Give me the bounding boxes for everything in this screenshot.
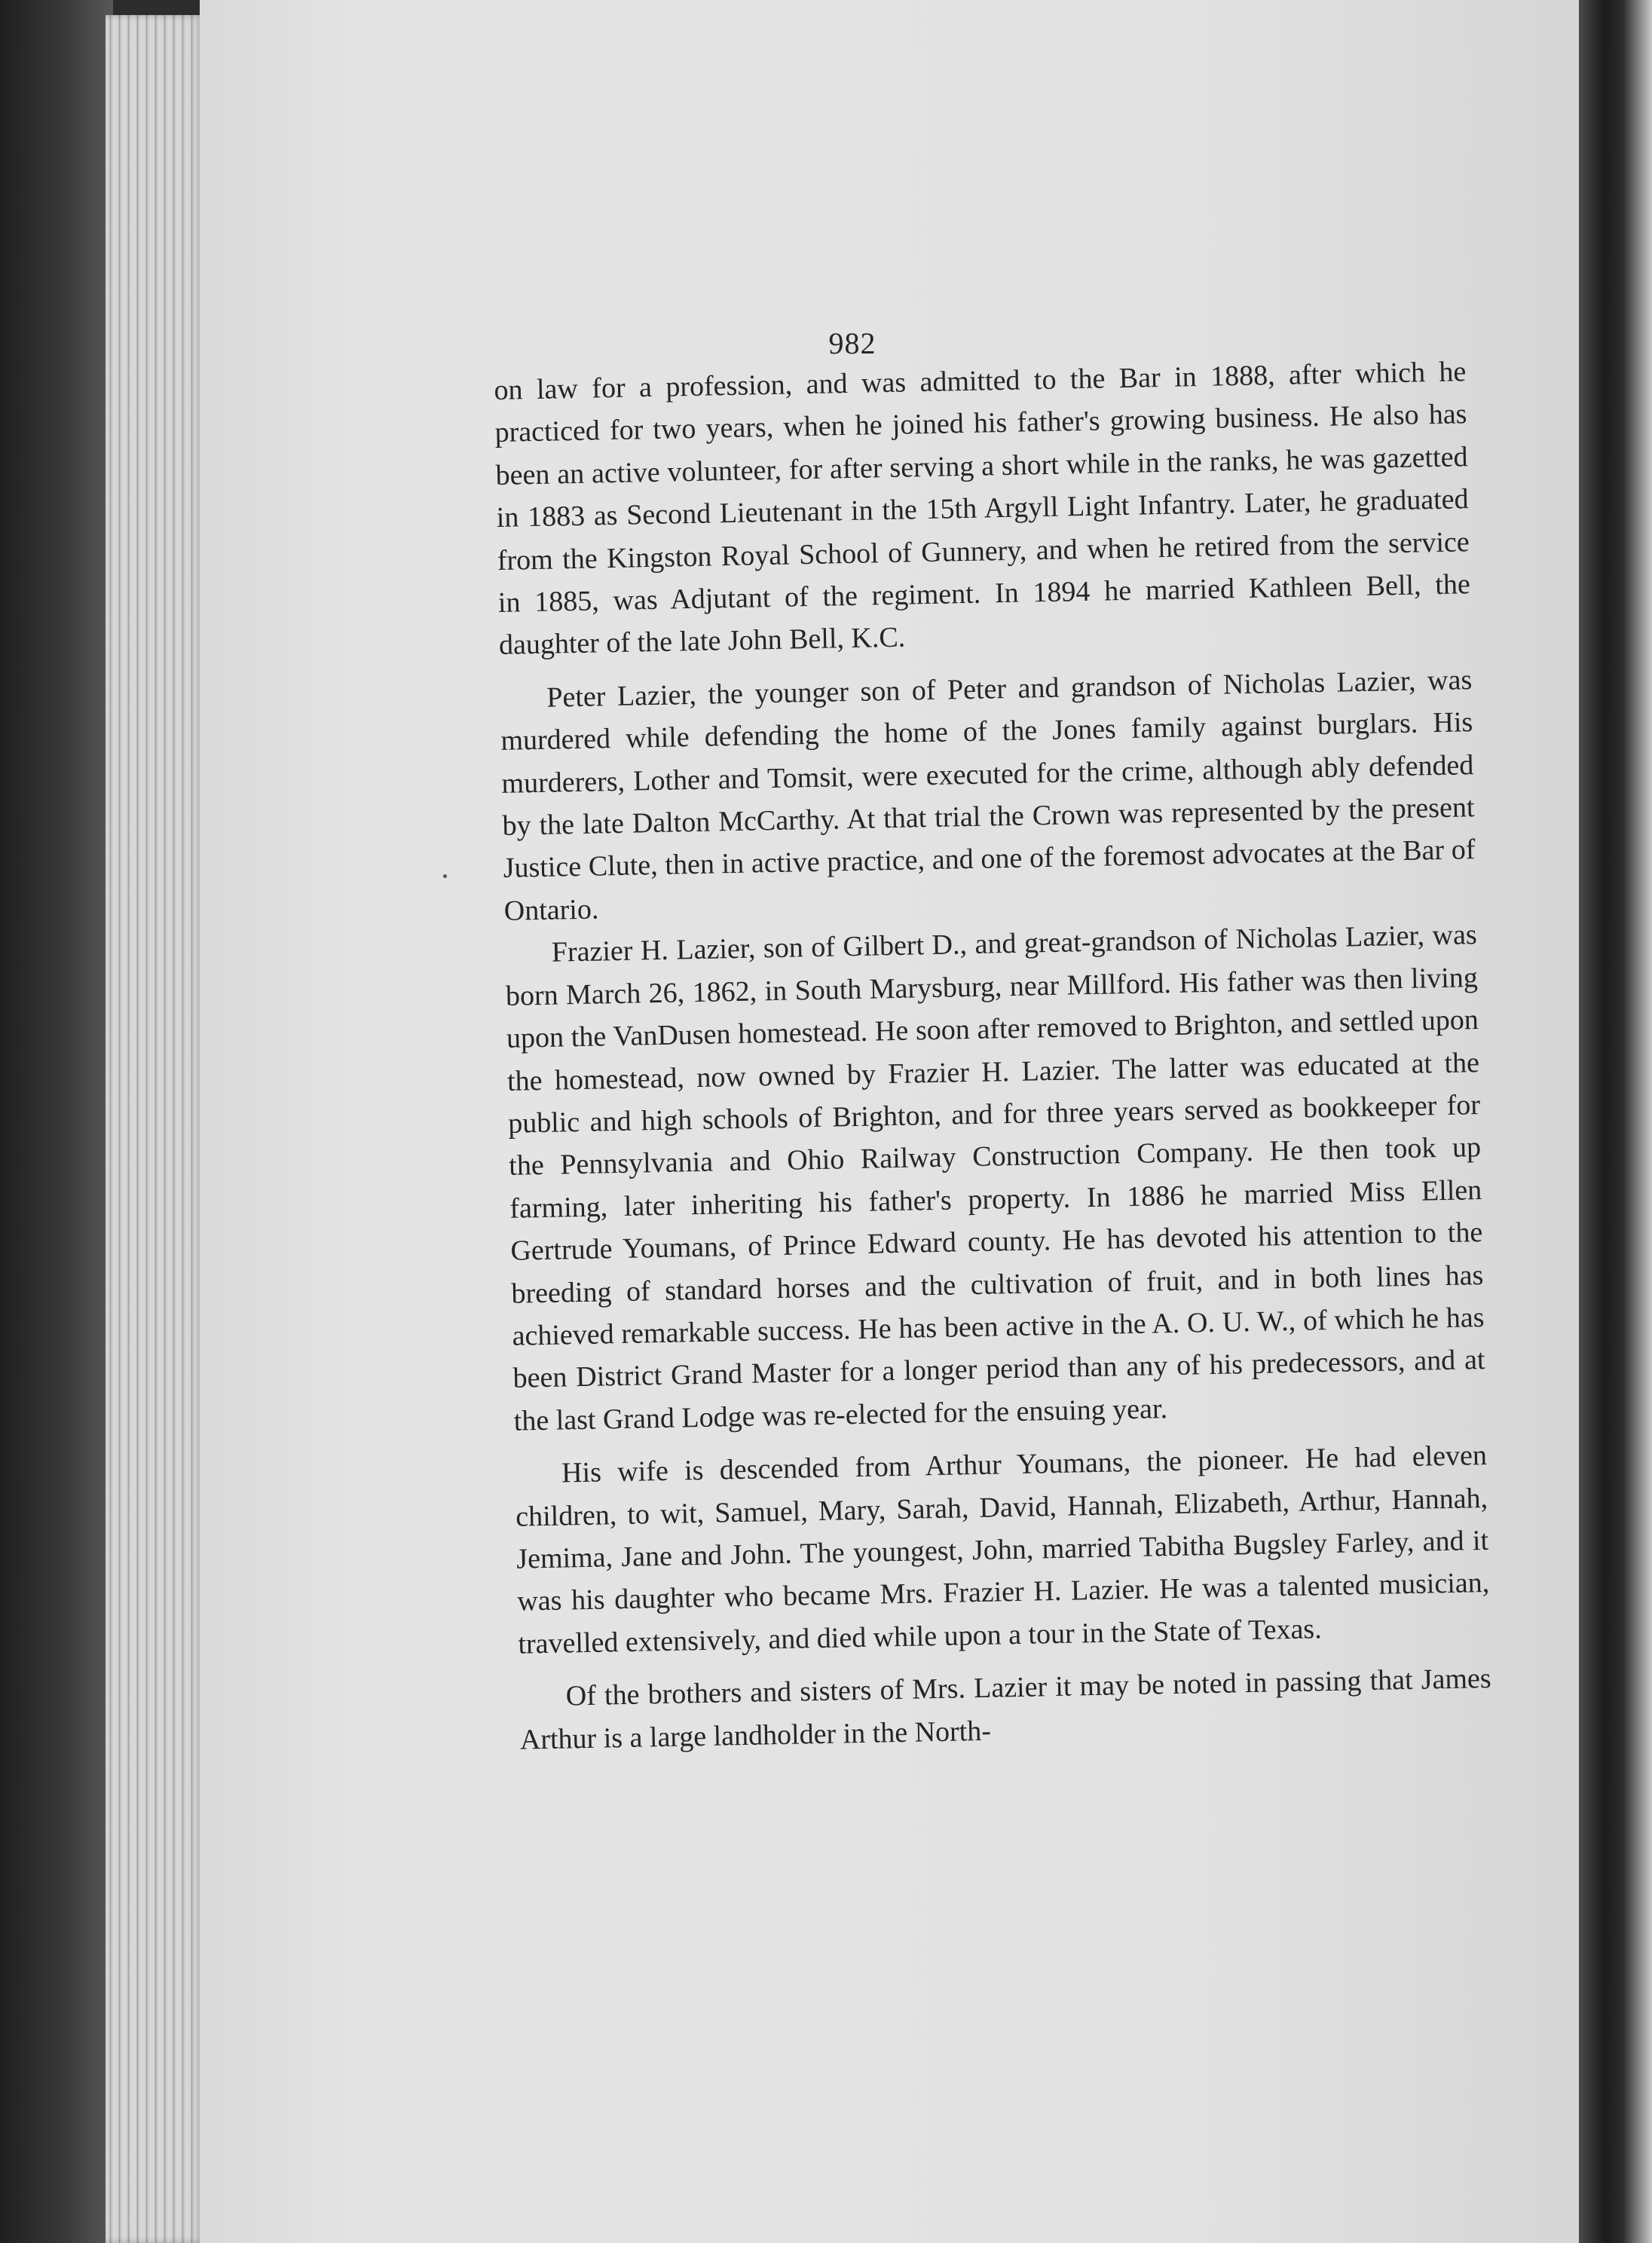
paragraph-wife-descent: His wife is descended from Arthur Youmans, the pioneer. He had eleven children, to wit, Samuel, Mary, Sarah, David, Hannah, Elizabeth, Arthur, Hannah, Jemima, Jane and John. The youngest, John, married Tabitha Bugsley Farley, and it was his daughter who became Mrs. Frazier H. Lazier. He was a talented musician, travelled extensively, and died while upon a tour in the State of Texas. [515,1440,1490,1660]
body-text [494,350,1492,1761]
paragraph-brothers-sisters: Of the brothers and sisters of Mrs. Lazier it may be noted in passing that James Arthur is a large landholder in the North- [519,1663,1491,1756]
paragraph-continuation: on law for a profession, and was admitted to the Bar in 1888, after which he practiced for two years, when he joined his father's growing business. He also has been an active volunteer, for after serving a short while in the ranks, he was gazetted in 1883 as Second Lieutenant in the 15th Argyll Light Infantry. Later, he graduated from the Kingston Royal School of Gunnery, and when he retired from the service in 1885, was Adjutant of the regiment. In 1894 he married Kathleen Bell, the daughter of the late John Bell, K.C. [494,356,1471,662]
paragraph-peter-lazier: Peter Lazier, the younger son of Peter and grandson of Nicholas Lazier, was murdered while defending the home of the Jones family against burglars. His murderers, Lother and Tomsit, were executed for the crime, although ably defended by the late Dalton McCarthy. At that trial the Crown was represented by the present Justice Clute, then in active practice, and one of the foremost advocates at the Bar of Ontario. [500,664,1476,927]
paragraph-frazier-lazier: Frazier H. Lazier, son of Gilbert D., and great-grandson of Nicholas Lazier, was born March 26, 1862, in South Marysburg, near Millford. His father was then living upon the VanDusen homestead. He soon after removed to Brighton, and settled upon the homestead, now owned by Frazier H. Lazier. The latter was educated at the public and high schools of Brighton, and for three years served as bookkeeper for the Pennsylvania and Ohio Railway Construction Company. He then took up farming, later inheriting his father's property. In 1886 he married Miss Ellen Gertrude Youmans, of Prince Edward county. He has devoted his attention to the breeding of standard horses and the cultivation of fruit, and in both lines has achieved remarkable success. He has been active in the A. O. U. W., of which he has been District Grand Master for a longer period than any of his predecessors, and at the last Grand Lodge was re-elected for the ensuing year. [505,919,1485,1437]
paper-speck [443,874,447,878]
page-number: 982 [828,326,876,360]
